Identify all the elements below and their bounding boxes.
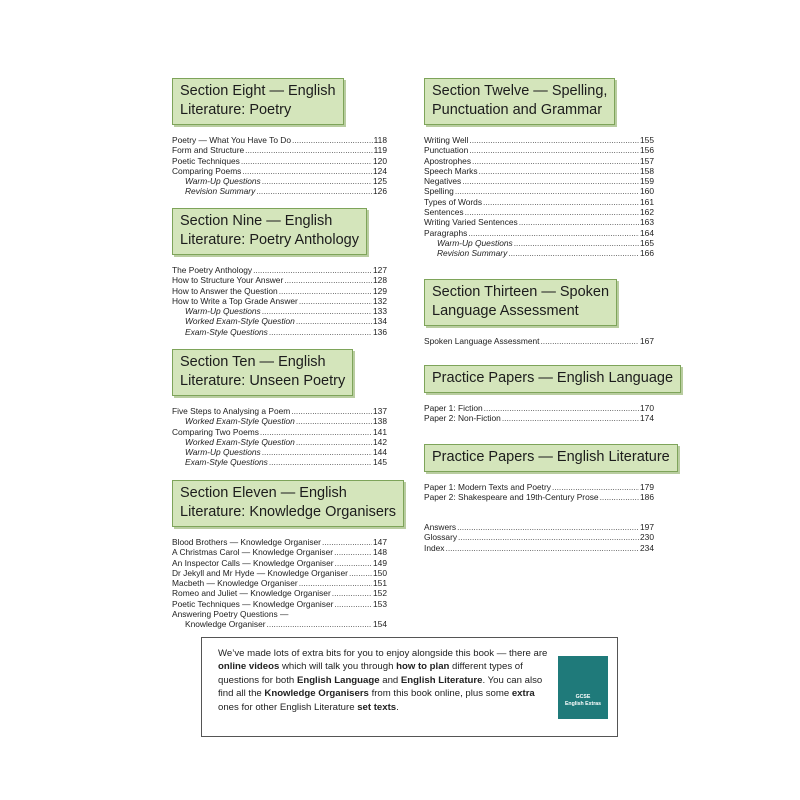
- toc-entry-warm-up-questions[interactable]: [172, 306, 387, 316]
- toc-entry-page: 144: [373, 447, 387, 458]
- dot-leader: [508, 248, 639, 258]
- highlighted-phrase: online videos: [218, 661, 280, 673]
- toc-entry-page: 174: [640, 413, 654, 424]
- dot-leader: [457, 522, 639, 532]
- toc-section: [172, 78, 387, 197]
- text-segment: different types of questions for both: [218, 661, 523, 686]
- toc-entry-worked-exam-style-question[interactable]: [172, 316, 387, 326]
- toc-entry-title: Poetic Techniques: [172, 155, 240, 166]
- toc-entry-punctuation[interactable]: [424, 145, 654, 155]
- section-heading-line: Section Eight — English: [180, 83, 336, 99]
- toc-entry-page: 147: [373, 537, 387, 547]
- dot-leader: [502, 413, 639, 423]
- toc-entry-page: 145: [373, 457, 387, 468]
- dot-leader: [279, 286, 372, 296]
- dot-leader: [299, 296, 372, 306]
- toc-entry-romeo-and-juliet-knowledge-organiser[interactable]: [172, 588, 387, 598]
- toc-list: [172, 265, 387, 337]
- toc-entry-page: 153: [373, 598, 387, 609]
- toc-entry-title: Worked Exam-Style Question: [185, 316, 295, 327]
- toc-entry-page: 150: [373, 567, 387, 578]
- toc-entry-five-steps-to-analysing-a-poem[interactable]: [172, 406, 387, 416]
- dot-leader: [299, 578, 372, 588]
- toc-entry-a-christmas-carol-knowledge-organiser[interactable]: [172, 547, 387, 557]
- dot-leader: [260, 427, 372, 437]
- toc-entry-how-to-write-a-top-grade-answer[interactable]: [172, 296, 387, 306]
- toc-entry-title: Punctuation: [424, 145, 469, 156]
- toc-section: [172, 480, 397, 630]
- section-heading-line: Punctuation and Grammar: [432, 102, 603, 118]
- section-heading-line: Literature: Poetry: [180, 102, 292, 118]
- toc-entry-title: Writing Well: [424, 135, 469, 145]
- toc-entry-apostrophes[interactable]: [424, 156, 654, 166]
- toc-entry-page: 142: [373, 436, 387, 447]
- toc-entry-exam-style-questions[interactable]: [172, 457, 387, 467]
- dot-leader: [256, 186, 372, 196]
- toc-entry-an-inspector-calls-knowledge-organiser[interactable]: [172, 558, 387, 568]
- toc-entry-title: Paper 1: Modern Texts and Poetry: [424, 482, 551, 492]
- toc-entry-title: Comparing Two Poems: [172, 426, 259, 437]
- text-segment: which will talk you through: [279, 661, 397, 673]
- toc-entry-title: Exam-Style Questions: [185, 326, 268, 337]
- toc-section: [424, 365, 674, 424]
- toc-entry-warm-up-questions[interactable]: [172, 447, 387, 457]
- toc-entry-title: Answering Poetry Questions —: [172, 609, 289, 620]
- toc-entry-page: 132: [373, 295, 387, 306]
- toc-entry-page: 138: [373, 416, 387, 427]
- online-extras-text: [218, 647, 558, 714]
- toc-entry-title: Dr Jekyll and Mr Hyde — Knowledge Organiser: [172, 567, 348, 578]
- toc-entry-title: How to Structure Your Answer: [172, 275, 284, 286]
- toc-entry-macbeth-knowledge-organiser[interactable]: [172, 578, 387, 588]
- toc-entry-revision-summary[interactable]: [172, 186, 387, 196]
- dot-leader: [334, 547, 372, 557]
- toc-entry-page: 160: [640, 186, 654, 197]
- toc-entry-page: 157: [640, 155, 654, 166]
- section-heading-line: Section Nine — English: [180, 213, 333, 229]
- dot-leader: [462, 176, 639, 186]
- toc-entry-writing-well[interactable]: [424, 135, 654, 145]
- dot-leader: [455, 186, 639, 196]
- toc-section: [424, 78, 654, 259]
- gcse-english-extras-badge[interactable]: [558, 656, 608, 719]
- toc-entry-poetic-techniques-knowledge-organiser[interactable]: [172, 599, 387, 609]
- dot-leader: [469, 135, 639, 145]
- toc-entry-index[interactable]: [424, 543, 654, 553]
- dot-leader: [514, 238, 639, 248]
- toc-entry-page: 137: [373, 406, 387, 416]
- toc-entry-title: Worked Exam-Style Question: [185, 436, 295, 447]
- text-segment: We’ve made lots of extra bits for you to enjoy alongside this book — there are: [218, 648, 548, 659]
- toc-entry-paper-1-fiction[interactable]: [424, 403, 654, 413]
- toc-entry-title: Types of Words: [424, 196, 483, 207]
- dot-leader: [468, 228, 639, 238]
- toc-entry-warm-up-questions[interactable]: [424, 238, 654, 248]
- section-heading: [172, 349, 353, 396]
- toc-entry-exam-style-questions[interactable]: [172, 327, 387, 337]
- highlighted-phrase: set texts: [357, 701, 397, 713]
- section-heading-line: Practice Papers — English Literature: [432, 449, 670, 465]
- section-heading: [424, 279, 617, 326]
- text-segment: from this book online, plus some: [368, 688, 512, 700]
- badge-line-1: GCSE: [575, 694, 591, 700]
- dot-leader: [519, 217, 639, 227]
- toc-list: [424, 403, 654, 424]
- toc-entry-page: 152: [373, 588, 387, 599]
- toc-entry-poetry-what-you-have-to-do[interactable]: [172, 135, 387, 145]
- toc-entry-page: 166: [640, 248, 654, 259]
- toc-entry-writing-varied-sentences[interactable]: [424, 217, 654, 227]
- toc-entry-comparing-two-poems[interactable]: [172, 427, 387, 437]
- toc-entry-poetic-techniques[interactable]: [172, 156, 387, 166]
- toc-entry-page: 127: [373, 265, 387, 275]
- toc-entry-paper-2-shakespeare-and-19th-century-pro[interactable]: [424, 492, 654, 502]
- toc-entry-title: Negatives: [424, 176, 462, 187]
- toc-entry-title: Poetic Techniques — Knowledge Organiser: [172, 598, 334, 609]
- dot-leader: [291, 406, 372, 416]
- dot-leader: [332, 588, 372, 598]
- toc-entry-title: Paper 2: Non-Fiction: [424, 413, 501, 424]
- section-heading-line: Language Assessment: [432, 303, 579, 319]
- section-heading: [172, 78, 344, 125]
- dot-leader: [479, 166, 639, 176]
- toc-entry-title: Exam-Style Questions: [185, 457, 268, 468]
- toc-entry-worked-exam-style-question[interactable]: [172, 416, 387, 426]
- dot-leader: [469, 145, 639, 155]
- toc-entry-page: 163: [640, 217, 654, 228]
- toc-entry-title: Romeo and Juliet — Knowledge Organiser: [172, 588, 331, 599]
- toc-entry-title: Spelling: [424, 186, 454, 197]
- toc-entry-revision-summary[interactable]: [424, 248, 654, 258]
- dot-leader: [540, 336, 639, 346]
- toc-entry-negatives[interactable]: [424, 176, 654, 186]
- toc-entry-title: Five Steps to Analysing a Poem: [172, 406, 291, 416]
- toc-entry-page: 118: [373, 135, 387, 145]
- toc-list: [424, 482, 654, 503]
- section-heading-line: Literature: Unseen Poetry: [180, 373, 346, 389]
- section-heading: [424, 78, 615, 125]
- toc-entry-paragraphs[interactable]: [424, 228, 654, 238]
- toc-entry-title: Form and Structure: [172, 145, 245, 156]
- dot-leader: [269, 327, 372, 337]
- toc-entry-title: Blood Brothers — Knowledge Organiser: [172, 537, 321, 547]
- section-heading: [172, 208, 367, 255]
- toc-entry-page: 125: [373, 176, 387, 187]
- toc-entry-page: 151: [373, 578, 387, 589]
- toc-entry-title: Sentences: [424, 207, 464, 218]
- toc-entry-paper-1-modern-texts-and-poetry[interactable]: [424, 482, 654, 492]
- dot-leader: [334, 599, 372, 609]
- toc-section: [424, 444, 670, 503]
- toc-entry-knowledge-organiser[interactable]: [172, 619, 387, 629]
- toc-entry-title: An Inspector Calls — Knowledge Organiser: [172, 557, 334, 568]
- toc-list: [172, 406, 387, 468]
- toc-entry-how-to-answer-the-question[interactable]: [172, 286, 387, 296]
- toc-entry-title: Index: [424, 542, 445, 553]
- highlighted-phrase: Knowledge Organisers: [264, 688, 369, 700]
- dot-leader: [322, 537, 372, 547]
- toc-entry-page: 186: [640, 492, 654, 503]
- dot-leader: [241, 156, 372, 166]
- toc-entry-page: 128: [373, 275, 387, 286]
- dot-leader: [458, 532, 639, 542]
- toc-entry-worked-exam-style-question[interactable]: [172, 437, 387, 447]
- toc-entry-dr-jekyll-and-mr-hyde-knowledge-organise[interactable]: [172, 568, 387, 578]
- toc-entry-title: Paper 2: Shakespeare and 19th-Century Prose: [424, 492, 599, 503]
- toc-entry-page: 234: [640, 542, 654, 553]
- dot-leader: [245, 145, 372, 155]
- dot-leader: [262, 306, 372, 316]
- toc-entry-page: 197: [640, 522, 654, 532]
- highlighted-phrase: extra: [511, 688, 535, 700]
- toc-entry-page: 165: [640, 237, 654, 248]
- toc-entry-page: 179: [640, 482, 654, 492]
- toc-entry-page: 148: [373, 547, 387, 558]
- dot-leader: [296, 416, 372, 426]
- dot-leader: [472, 156, 639, 166]
- dot-leader: [262, 447, 372, 457]
- dot-leader: [292, 135, 373, 145]
- toc-entry-page: 156: [640, 145, 654, 156]
- toc-entry-page: 124: [373, 165, 387, 176]
- toc-entry-title: Warm-Up Questions: [185, 306, 261, 317]
- toc-entry-title: Worked Exam-Style Question: [185, 416, 295, 427]
- dot-leader: [600, 492, 639, 502]
- toc-entry-title: The Poetry Anthology: [172, 265, 253, 275]
- toc-section: [172, 208, 387, 337]
- toc-entry-answering-poetry-questions[interactable]: [172, 609, 387, 619]
- section-heading: [172, 480, 404, 527]
- toc-entry-title: Paragraphs: [424, 227, 468, 238]
- toc-entry-title: Writing Varied Sentences: [424, 217, 518, 228]
- section-heading-line: Practice Papers — English Language: [432, 370, 674, 386]
- toc-list: [424, 135, 654, 259]
- section-heading-line: Section Eleven — English: [180, 485, 347, 501]
- toc-entry-title: Poetry — What You Have To Do: [172, 135, 292, 145]
- toc-entry-title: Spoken Language Assessment: [424, 336, 540, 346]
- toc-entry-page: 155: [640, 135, 654, 145]
- text-segment: .: [396, 701, 399, 713]
- dot-leader: [284, 275, 372, 285]
- toc-entry-title: How to Write a Top Grade Answer: [172, 295, 298, 306]
- toc-entry-page: 230: [640, 532, 654, 543]
- toc-section: [172, 349, 387, 468]
- toc-entry-page: 141: [373, 426, 387, 437]
- toc-entry-speech-marks[interactable]: [424, 166, 654, 176]
- section-heading-line: Section Ten — English: [180, 354, 326, 370]
- toc-entry-page: 129: [373, 285, 387, 296]
- toc-entry-title: Paper 1: Fiction: [424, 403, 483, 413]
- toc-entry-comparing-poems[interactable]: [172, 166, 387, 176]
- toc-entry-page: 120: [373, 155, 387, 166]
- highlighted-phrase: English Language: [296, 674, 380, 686]
- toc-entry-title: Comparing Poems: [172, 165, 242, 176]
- toc-entry-page: 154: [373, 619, 387, 630]
- toc-entry-warm-up-questions[interactable]: [172, 176, 387, 186]
- toc-entry-title: Warm-Up Questions: [185, 176, 261, 187]
- dot-leader: [267, 619, 372, 629]
- dot-leader: [296, 437, 372, 447]
- toc-list: [424, 522, 654, 553]
- highlighted-phrase: how to plan: [396, 661, 450, 673]
- toc-entry-title: Macbeth — Knowledge Organiser: [172, 578, 298, 589]
- section-heading-line: Section Twelve — Spelling,: [432, 83, 608, 99]
- toc-entry-answers[interactable]: [424, 522, 654, 532]
- text-segment: and: [379, 674, 401, 686]
- dot-leader: [253, 265, 372, 275]
- dot-leader: [552, 482, 639, 492]
- toc-entry-title: Warm-Up Questions: [185, 447, 261, 458]
- dot-leader: [483, 197, 639, 207]
- toc-entry-page: 126: [373, 186, 387, 197]
- dot-leader: [465, 207, 639, 217]
- toc-section: [424, 522, 654, 553]
- toc-entry-sentences[interactable]: [424, 207, 654, 217]
- section-heading-line: Literature: Knowledge Organisers: [180, 504, 397, 520]
- toc-entry-title: Answers: [424, 522, 457, 532]
- toc-entry-page: 167: [640, 336, 654, 346]
- section-heading-line: Section Thirteen — Spoken: [432, 284, 610, 300]
- toc-entry-page: 158: [640, 165, 654, 176]
- toc-entry-title: Knowledge Organiser: [185, 619, 266, 630]
- toc-entry-page: 159: [640, 176, 654, 187]
- text-segment: . You can also find all the: [218, 674, 543, 700]
- highlighted-phrase: English Literature: [400, 674, 483, 686]
- toc-entry-page: 133: [373, 306, 387, 317]
- online-extras-box: [201, 637, 618, 737]
- dot-leader: [242, 166, 372, 176]
- dot-leader: [335, 558, 372, 568]
- toc-entry-title: Apostrophes: [424, 155, 472, 166]
- text-segment: ones for other English Literature: [218, 701, 358, 713]
- toc-entry-glossary[interactable]: [424, 532, 654, 542]
- toc-entry-form-and-structure[interactable]: [172, 145, 387, 155]
- toc-entry-how-to-structure-your-answer[interactable]: [172, 275, 387, 285]
- toc-entry-title: Glossary: [424, 532, 458, 543]
- toc-entry-title: Revision Summary: [185, 186, 256, 197]
- toc-list: [172, 537, 387, 630]
- toc-list: [172, 135, 387, 197]
- toc-entry-title: How to Answer the Question: [172, 285, 278, 296]
- toc-entry-title: Revision Summary: [437, 248, 508, 259]
- dot-leader: [262, 176, 372, 186]
- toc-section: [424, 279, 654, 346]
- toc-entry-page: 119: [373, 145, 387, 156]
- dot-leader: [296, 316, 372, 326]
- section-heading: [424, 365, 681, 393]
- toc-entry-page: 162: [640, 207, 654, 218]
- toc-entry-spelling[interactable]: [424, 186, 654, 196]
- toc-entry-page: 136: [373, 326, 387, 337]
- toc-entry-title: Warm-Up Questions: [437, 237, 513, 248]
- toc-entry-paper-2-non-fiction[interactable]: [424, 413, 654, 423]
- dot-leader: [269, 457, 372, 467]
- toc-entry-the-poetry-anthology[interactable]: [172, 265, 387, 275]
- toc-entry-blood-brothers-knowledge-organiser[interactable]: [172, 537, 387, 547]
- toc-entry-page: 161: [640, 196, 654, 207]
- badge-line-2: English Extras: [564, 701, 602, 707]
- dot-leader: [446, 543, 640, 553]
- toc-entry-spoken-language-assessment[interactable]: [424, 336, 654, 346]
- toc-list: [424, 336, 654, 346]
- dot-leader: [484, 403, 639, 413]
- toc-entry-page: 149: [373, 557, 387, 568]
- toc-entry-title: Speech Marks: [424, 165, 478, 176]
- section-heading: [424, 444, 678, 472]
- toc-entry-page: 170: [640, 403, 654, 413]
- toc-entry-page: 164: [640, 227, 654, 238]
- section-heading-line: Literature: Poetry Anthology: [180, 232, 359, 248]
- toc-entry-page: 134: [373, 316, 387, 327]
- dot-leader: [349, 568, 372, 578]
- toc-entry-types-of-words[interactable]: [424, 197, 654, 207]
- toc-entry-title: A Christmas Carol — Knowledge Organiser: [172, 547, 334, 558]
